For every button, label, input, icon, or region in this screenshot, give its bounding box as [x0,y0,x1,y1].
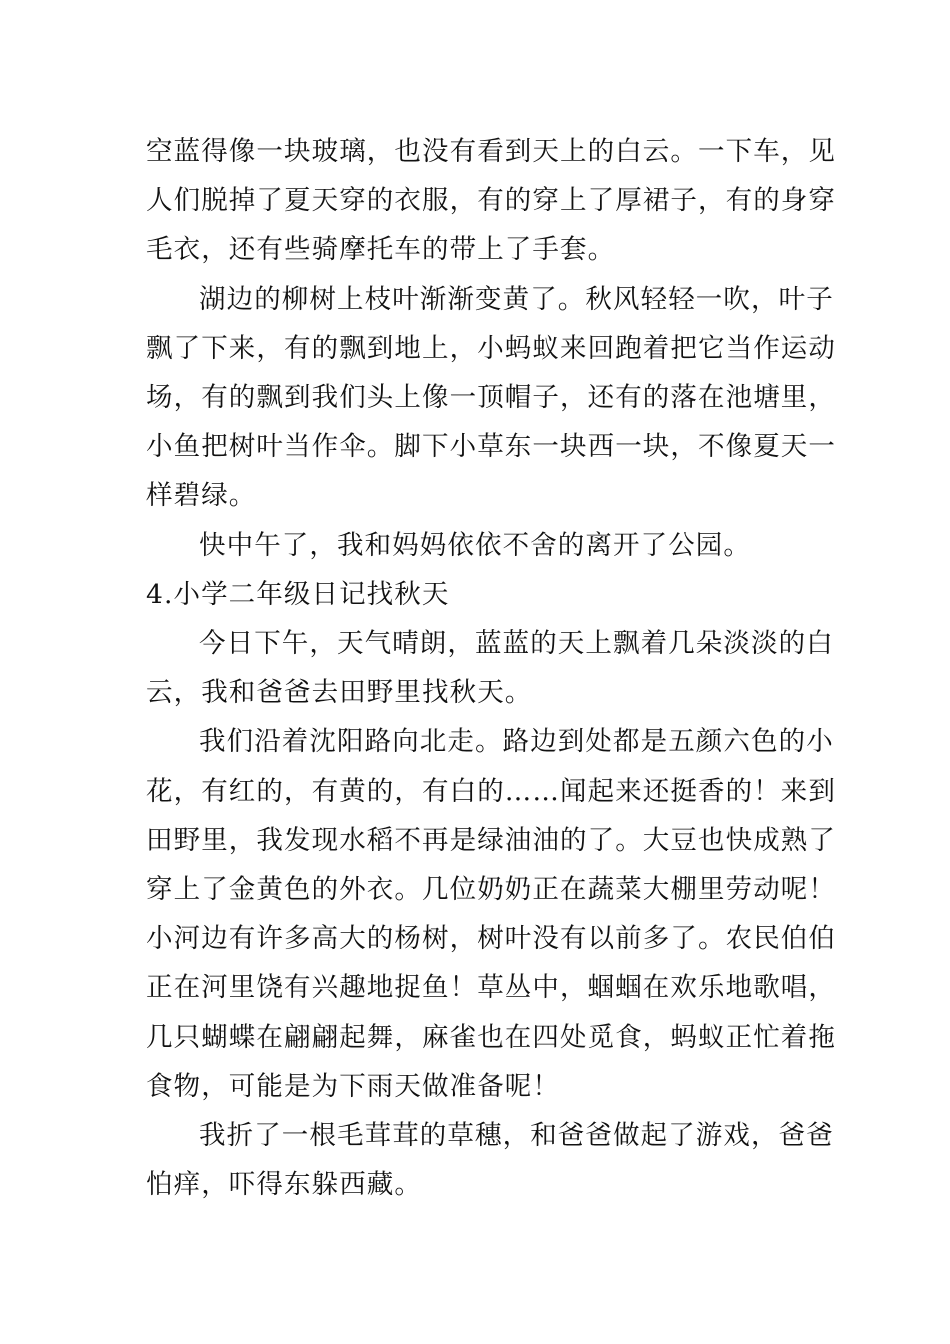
text-line: 人们脱掉了夏天穿的衣服，有的穿上了厚裙子，有的身穿 [146,185,836,217]
text-line: 小鱼把树叶当作伞。脚下小草东一块西一块，不像夏天一 [146,431,836,463]
text-line: 小河边有许多高大的杨树，树叶没有以前多了。农民伯伯 [146,923,836,955]
text-line: 空蓝得像一块玻璃，也没有看到天上的白云。一下车，见 [146,136,836,167]
text-line: 毛衣，还有些骑摩托车的带上了手套。 [146,234,616,266]
paragraph-p1 [146,127,836,275]
text-line: 正在河里饶有兴趣地捉鱼！草丛中，蝈蝈在欢乐地歌唱， [146,972,836,1004]
text-line: 食物，可能是为下雨天做准备呢！ [146,1070,560,1102]
text-line: 我们沿着沈阳路向北走。路边到处都是五颜六色的小 [199,726,834,758]
text-line: 场，有的飘到我们头上像一顶帽子，还有的落在池塘里， [146,382,836,414]
text-line: 云，我和爸爸去田野里找秋天。 [146,677,533,709]
text-line: 今日下午，天气晴朗，蓝蓝的天上飘着几朵淡淡的白 [199,628,834,660]
paragraph-s2 [146,717,836,1111]
document-body [146,127,836,1209]
text-line: 怕痒，吓得东躲西藏。 [146,1169,422,1201]
text-line: 快中午了，我和妈妈依依不舍的离开了公园。 [199,529,751,561]
paragraph-s3 [146,1111,834,1209]
section-heading: 4.小学二年级日记找秋天 [146,578,450,610]
text-line: 田野里，我发现水稻不再是绿油油的了。大豆也快成熟了 [146,824,836,856]
text-line: 穿上了金黄色的外衣。几位奶奶正在蔬菜大棚里劳动呢！ [146,874,836,906]
paragraph-p3 [146,521,811,570]
paragraph-p2 [146,275,836,521]
text-line: 样碧绿。 [146,480,257,512]
text-line: 飘了下来，有的飘到地上，小蚂蚁来回跑着把它当作运动 [146,332,836,364]
paragraph-s1 [146,619,834,717]
text-line: 我折了一根毛茸茸的草穗，和爸爸做起了游戏，爸爸 [199,1120,834,1152]
text-line: 几只蝴蝶在翩翩起舞，麻雀也在四处觅食，蚂蚁正忙着拖 [146,1021,836,1053]
text-line: 花，有红的，有黄的，有白的……闻起来还挺香的！来到 [146,775,836,807]
text-line: 湖边的柳树上枝叶渐渐变黄了。秋风轻轻一吹，叶子 [199,283,834,315]
